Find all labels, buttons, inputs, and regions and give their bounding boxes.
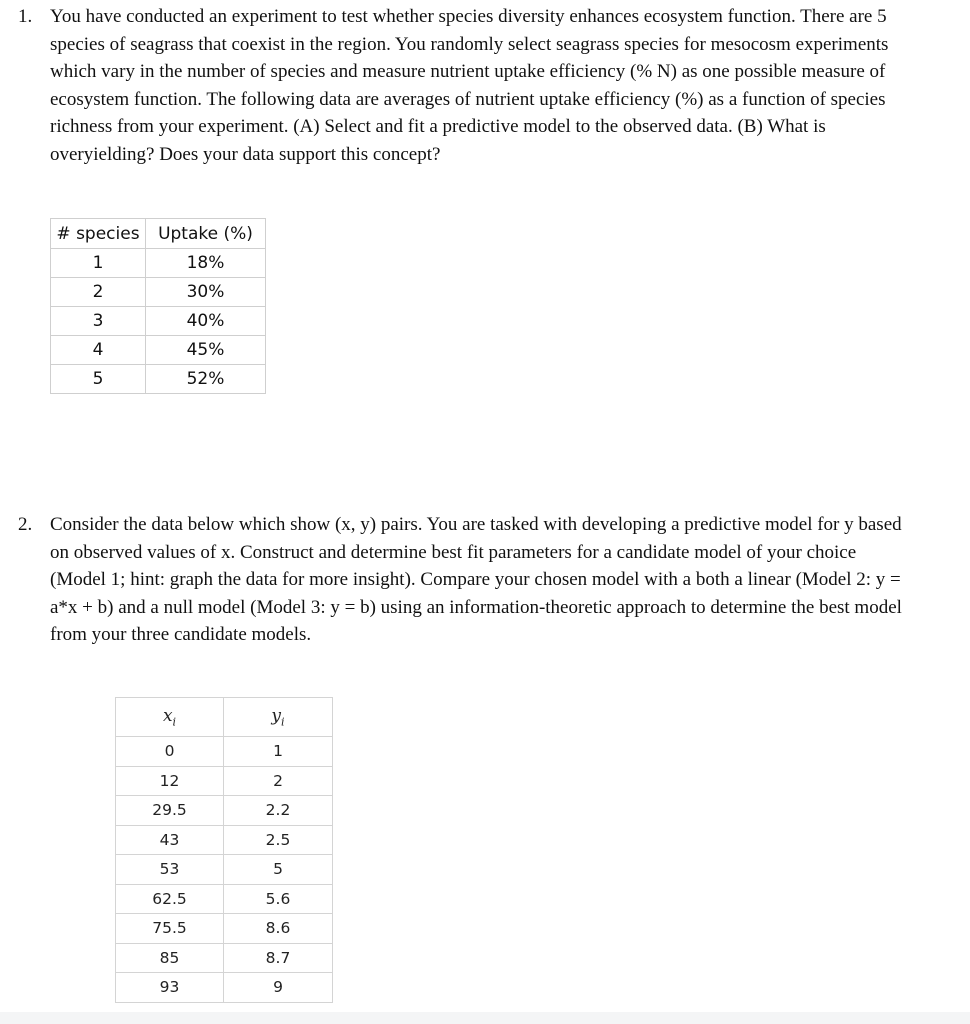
table-row bbox=[51, 278, 266, 307]
table-row bbox=[116, 855, 333, 885]
x-header-sub: i bbox=[172, 715, 177, 729]
table-row bbox=[51, 336, 266, 365]
species-count-cell: 3 bbox=[51, 307, 146, 336]
x-value-cell: 12 bbox=[116, 766, 224, 796]
y-column-header bbox=[224, 698, 333, 737]
y-value-cell: 2.5 bbox=[224, 825, 333, 855]
x-value-cell: 62.5 bbox=[116, 884, 224, 914]
uptake-cell: 40% bbox=[146, 307, 266, 336]
table-row bbox=[116, 973, 333, 1003]
table-row bbox=[116, 884, 333, 914]
question-2-text: Consider the data below which show (x, y) pairs. You are tasked with developing a predictive model for y based on observed values of x. Construct and determine best fit parameters for a candidate model of your choice (Model 1; hint: graph the data for more insight). Compare your chosen model with a both a linear (Model 2: y = a*x + b) and a null model (Model 3: y = b) using an information-theoretic approach to determine the best model from your three candidate models. bbox=[50, 514, 902, 645]
uptake-cell: 30% bbox=[146, 278, 266, 307]
x-value-cell: 43 bbox=[116, 825, 224, 855]
y-value-cell: 8.6 bbox=[224, 914, 333, 944]
species-column-header: # species bbox=[51, 219, 146, 249]
x-value-cell: 85 bbox=[116, 943, 224, 973]
uptake-cell: 18% bbox=[146, 249, 266, 278]
page-bottom-band bbox=[0, 1012, 970, 1024]
table-header-row bbox=[51, 219, 266, 249]
species-count-cell: 4 bbox=[51, 336, 146, 365]
question-2-number: 2. bbox=[18, 514, 33, 535]
table-row bbox=[116, 737, 333, 767]
y-value-cell: 1 bbox=[224, 737, 333, 767]
x-value-cell: 0 bbox=[116, 737, 224, 767]
x-value-cell: 29.5 bbox=[116, 796, 224, 826]
x-value-cell: 75.5 bbox=[116, 914, 224, 944]
table-row bbox=[116, 825, 333, 855]
y-value-cell: 2 bbox=[224, 766, 333, 796]
table-row bbox=[51, 307, 266, 336]
species-count-cell: 1 bbox=[51, 249, 146, 278]
question-1 bbox=[18, 3, 908, 168]
y-value-cell: 8.7 bbox=[224, 943, 333, 973]
table-row bbox=[51, 249, 266, 278]
question-2 bbox=[18, 511, 908, 649]
table-row bbox=[116, 914, 333, 944]
question-1-text: You have conducted an experiment to test whether species diversity enhances ecosystem function. There are 5 species of seagrass that coexist in the region. You randomly select seagrass species for mesocosm experiments which vary in the number of species and measure nutrient uptake efficiency (% N) as one possible measure of ecosystem function. The following data are averages of nutrient uptake efficiency (%) as a function of species richness from your experiment. (A) Select and fit a predictive model to the observed data. (B) What is overyielding? Does your data support this concept? bbox=[50, 6, 889, 165]
x-value-cell: 93 bbox=[116, 973, 224, 1003]
uptake-column-header: Uptake (%) bbox=[146, 219, 266, 249]
species-count-cell: 5 bbox=[51, 365, 146, 394]
species-count-cell: 2 bbox=[51, 278, 146, 307]
y-value-cell: 5.6 bbox=[224, 884, 333, 914]
table-row bbox=[51, 365, 266, 394]
table-row bbox=[116, 943, 333, 973]
species-uptake-table bbox=[50, 218, 266, 394]
y-header-sub: i bbox=[281, 715, 285, 729]
table-row bbox=[116, 796, 333, 826]
table-row bbox=[116, 766, 333, 796]
x-value-cell: 53 bbox=[116, 855, 224, 885]
question-1-number: 1. bbox=[18, 6, 33, 27]
y-value-cell: 9 bbox=[224, 973, 333, 1003]
table-header-row bbox=[116, 698, 333, 737]
x-header-var: x bbox=[162, 705, 173, 726]
uptake-cell: 45% bbox=[146, 336, 266, 365]
y-value-cell: 5 bbox=[224, 855, 333, 885]
y-value-cell: 2.2 bbox=[224, 796, 333, 826]
xy-data-table bbox=[115, 697, 333, 1003]
uptake-cell: 52% bbox=[146, 365, 266, 394]
x-column-header bbox=[116, 698, 224, 737]
y-header-var: y bbox=[271, 705, 282, 726]
